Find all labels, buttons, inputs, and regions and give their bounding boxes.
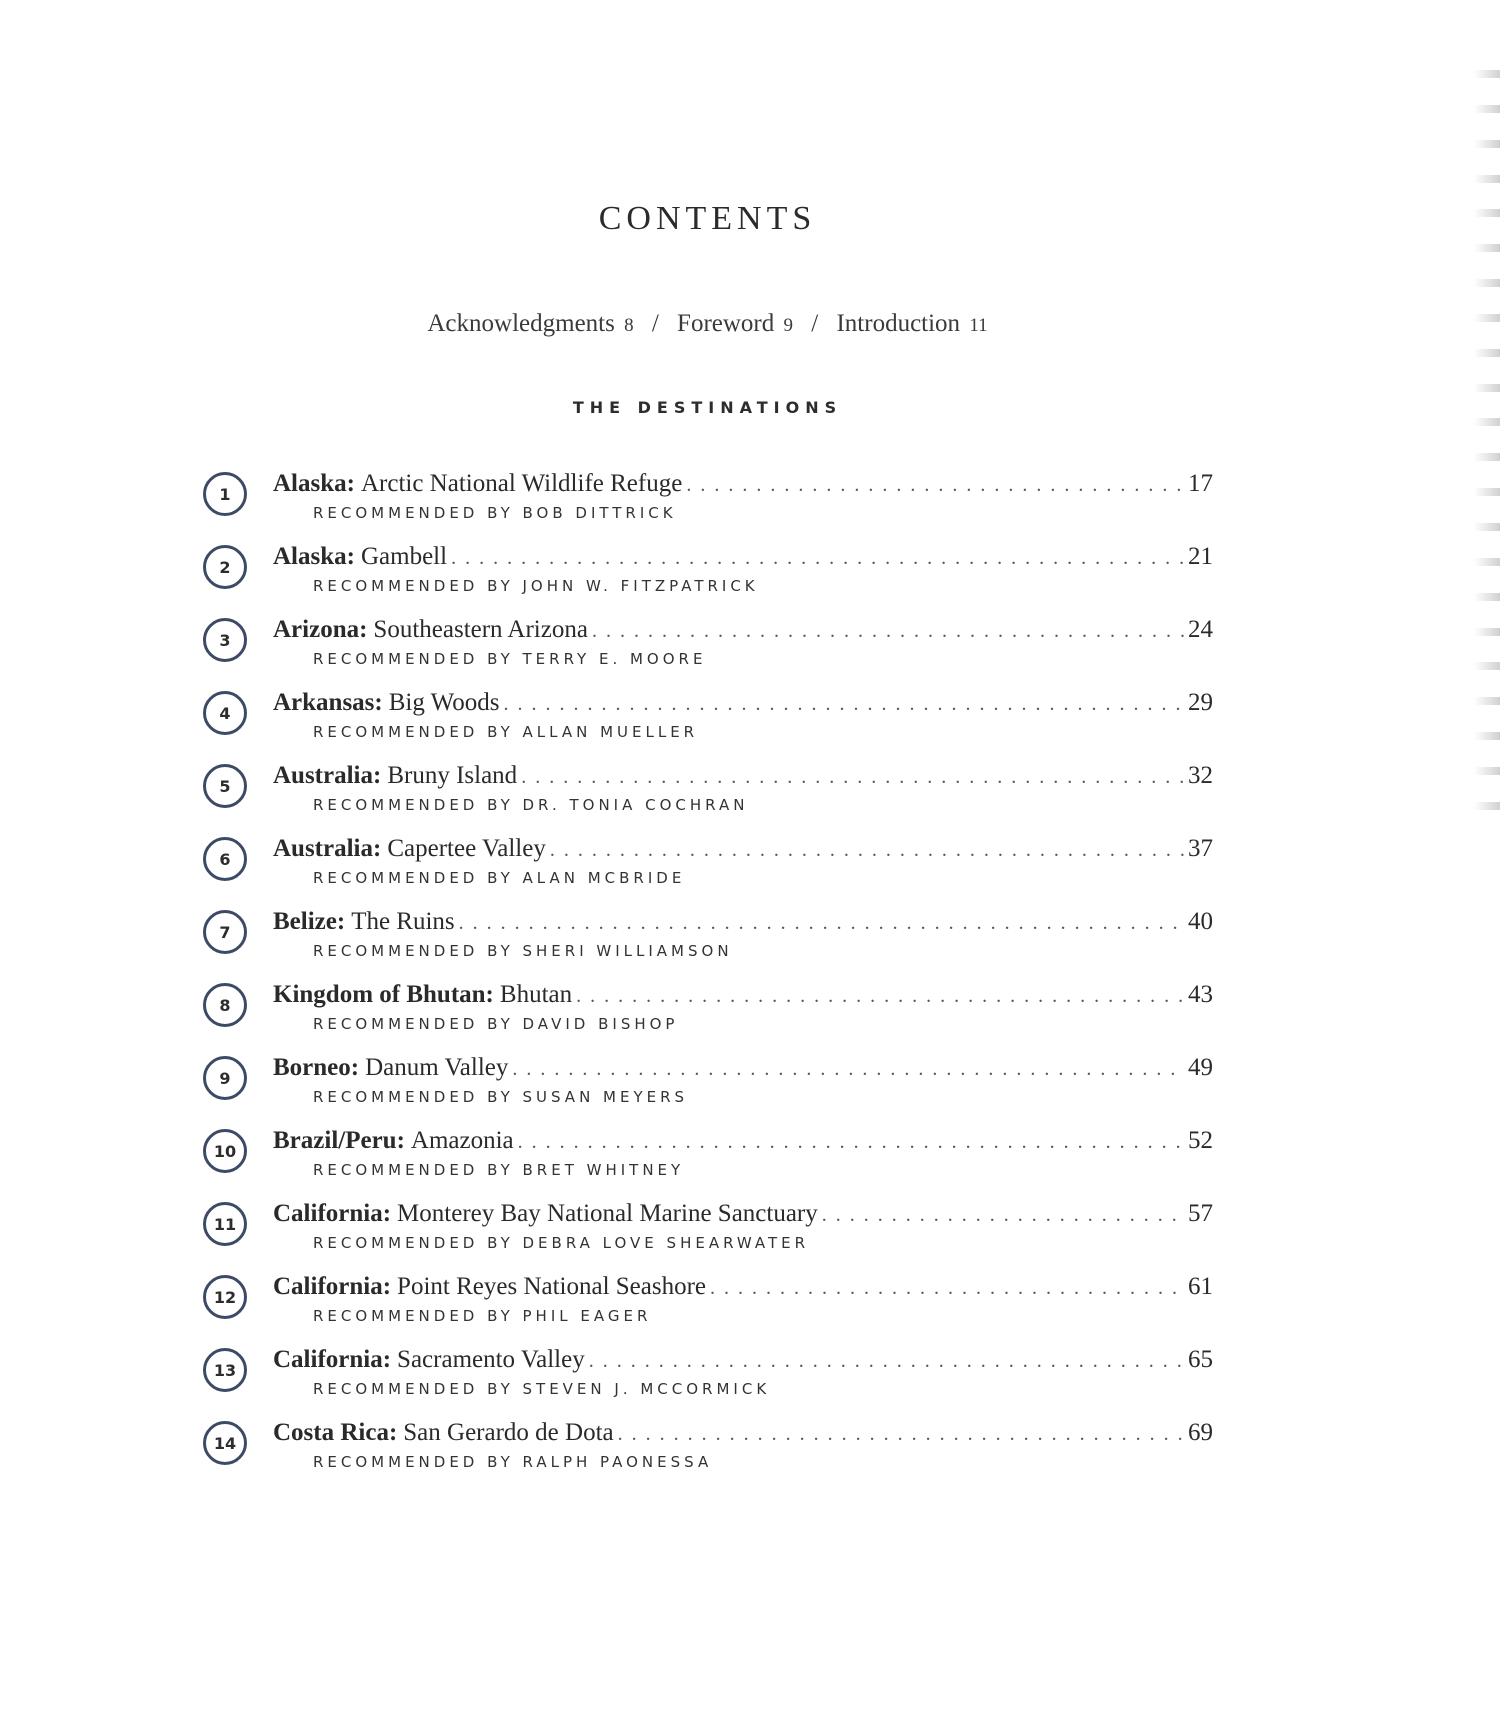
entry-page-number: 49 [1188, 1054, 1213, 1081]
entry-line [273, 979, 1213, 1012]
entry-site: Capertee Valley [387, 835, 546, 862]
entry-site: Monterey Bay National Marine Sanctuary [397, 1200, 818, 1227]
entry-recommended-by: RECOMMENDED BY PHIL EAGER [313, 1307, 652, 1325]
entry-place: Brazil/Peru: [273, 1127, 405, 1154]
entry-line [273, 1344, 1213, 1377]
entry-site: Bhutan [499, 981, 573, 1008]
entry-line [273, 1198, 1213, 1231]
entry-page-number: 57 [1188, 1200, 1213, 1227]
destination-entry[interactable] [203, 979, 1213, 1052]
dot-leader [459, 907, 1184, 939]
entry-site: Big Woods [388, 689, 500, 716]
entry-place: California: [273, 1273, 392, 1300]
destination-entry[interactable] [203, 760, 1213, 833]
entry-number-badge: 13 [203, 1348, 247, 1392]
front-matter-page: 9 [783, 315, 794, 336]
entry-line [273, 468, 1213, 501]
dot-leader [710, 1272, 1184, 1304]
entry-number-badge: 2 [203, 545, 247, 589]
entry-recommended-by: RECOMMENDED BY ALAN MCBRIDE [313, 869, 686, 887]
destination-entry[interactable] [203, 1198, 1213, 1271]
destination-entry[interactable] [203, 468, 1213, 541]
entry-site: Danum Valley [365, 1054, 509, 1081]
entry-line [273, 1417, 1213, 1450]
front-matter-label: Acknowledgments [427, 310, 615, 337]
entry-recommended-by: RECOMMENDED BY RALPH PAONESSA [313, 1453, 713, 1471]
dot-leader [521, 761, 1184, 793]
front-matter-separator: / [651, 310, 659, 337]
entry-number-badge: 8 [203, 983, 247, 1027]
entry-recommended-by: RECOMMENDED BY BRET WHITNEY [313, 1161, 685, 1179]
entry-page-number: 65 [1188, 1346, 1213, 1373]
entry-site: Gambell [360, 543, 448, 570]
dot-leader [518, 1126, 1184, 1158]
entry-page-number: 24 [1188, 616, 1213, 643]
dot-leader [822, 1199, 1184, 1231]
entry-page-number: 52 [1188, 1127, 1213, 1154]
destination-entry[interactable] [203, 1271, 1213, 1344]
entry-line [273, 1052, 1213, 1085]
front-matter-label: Introduction [836, 310, 961, 337]
front-matter-item[interactable] [836, 310, 987, 337]
destination-list [203, 468, 1213, 1490]
dot-leader [589, 1345, 1184, 1377]
entry-recommended-by: RECOMMENDED BY SHERI WILLIAMSON [313, 942, 733, 960]
front-matter-label: Foreword [677, 310, 775, 337]
entry-recommended-by: RECOMMENDED BY JOHN W. FITZPATRICK [313, 577, 759, 595]
front-matter-line [0, 310, 1415, 338]
entry-number-badge: 5 [203, 764, 247, 808]
entry-page-number: 40 [1188, 908, 1213, 935]
page-title: CONTENTS [598, 200, 817, 237]
entry-place: Australia: [273, 835, 382, 862]
dot-leader [686, 469, 1184, 501]
dot-leader [576, 980, 1184, 1012]
entry-site: Bruny Island [387, 762, 518, 789]
entry-line [273, 541, 1213, 574]
entry-page-number: 69 [1188, 1419, 1213, 1446]
destination-entry[interactable] [203, 906, 1213, 979]
destination-entry[interactable] [203, 833, 1213, 906]
dot-leader [512, 1053, 1184, 1085]
destination-entry[interactable] [203, 1052, 1213, 1125]
entry-site: Point Reyes National Seashore [397, 1273, 707, 1300]
front-matter-separator: / [811, 310, 819, 337]
entry-site: San Gerardo de Dota [403, 1419, 614, 1446]
entry-place: Borneo: [273, 1054, 360, 1081]
entry-number-badge: 4 [203, 691, 247, 735]
entry-recommended-by: RECOMMENDED BY DR. TONIA COCHRAN [313, 796, 749, 814]
entry-recommended-by: RECOMMENDED BY STEVEN J. MCCORMICK [313, 1380, 771, 1398]
entry-site: Southeastern Arizona [373, 616, 588, 643]
entry-line [273, 760, 1213, 793]
entry-site: Sacramento Valley [397, 1346, 585, 1373]
destination-entry[interactable] [203, 541, 1213, 614]
destination-entry[interactable] [203, 614, 1213, 687]
entry-number-badge: 10 [203, 1129, 247, 1173]
entry-site: Amazonia [410, 1127, 514, 1154]
dot-leader [504, 688, 1185, 720]
destination-entry[interactable] [203, 1344, 1213, 1417]
front-matter-item[interactable] [677, 310, 799, 337]
entry-place: Costa Rica: [273, 1419, 398, 1446]
front-matter-item[interactable] [427, 310, 639, 337]
entry-recommended-by: RECOMMENDED BY DEBRA LOVE SHEARWATER [313, 1234, 810, 1252]
entry-number-badge: 6 [203, 837, 247, 881]
front-matter-page: 8 [624, 315, 634, 336]
entry-place: Arizona: [273, 616, 368, 643]
entry-site: The Ruins [351, 908, 455, 935]
entry-site: Arctic National Wildlife Refuge [360, 470, 683, 497]
entry-recommended-by: RECOMMENDED BY DAVID BISHOP [313, 1015, 679, 1033]
entry-place: Alaska: [273, 543, 355, 570]
dot-leader [451, 542, 1184, 574]
entry-line [273, 614, 1213, 647]
dot-leader [592, 615, 1184, 647]
entry-line [273, 1125, 1213, 1158]
entry-line [273, 833, 1213, 866]
destination-entry[interactable] [203, 687, 1213, 760]
entry-recommended-by: RECOMMENDED BY BOB DITTRICK [313, 504, 677, 522]
dot-leader [550, 834, 1184, 866]
entry-place: Alaska: [273, 470, 355, 497]
destination-entry[interactable] [203, 1125, 1213, 1198]
entry-line [273, 687, 1213, 720]
entry-number-badge: 12 [203, 1275, 247, 1319]
entry-number-badge: 14 [203, 1421, 247, 1465]
entry-page-number: 43 [1188, 981, 1213, 1008]
entry-place: Arkansas: [273, 689, 383, 716]
front-matter-page: 11 [969, 315, 988, 336]
entry-number-badge: 1 [203, 472, 247, 516]
entry-number-badge: 3 [203, 618, 247, 662]
section-heading: THE DESTINATIONS [572, 398, 843, 417]
entry-number-badge: 9 [203, 1056, 247, 1100]
entry-place: California: [273, 1346, 392, 1373]
entry-place: Belize: [273, 908, 346, 935]
entry-page-number: 21 [1188, 543, 1213, 570]
destination-entry[interactable] [203, 1417, 1213, 1490]
dot-leader [618, 1418, 1184, 1450]
entry-place: Australia: [273, 762, 382, 789]
entry-recommended-by: RECOMMENDED BY TERRY E. MOORE [313, 650, 707, 668]
entry-number-badge: 11 [203, 1202, 247, 1246]
scan-edge-marks [1474, 70, 1500, 810]
entry-recommended-by: RECOMMENDED BY SUSAN MEYERS [313, 1088, 689, 1106]
entry-line [273, 1271, 1213, 1304]
entry-number-badge: 7 [203, 910, 247, 954]
entry-page-number: 29 [1188, 689, 1213, 716]
entry-page-number: 17 [1188, 470, 1213, 497]
entry-place: California: [273, 1200, 392, 1227]
entry-recommended-by: RECOMMENDED BY ALLAN MUELLER [313, 723, 699, 741]
entry-page-number: 37 [1188, 835, 1213, 862]
entry-page-number: 61 [1188, 1273, 1213, 1300]
entry-line [273, 906, 1213, 939]
entry-place: Kingdom of Bhutan: [273, 981, 494, 1008]
entry-page-number: 32 [1188, 762, 1213, 789]
